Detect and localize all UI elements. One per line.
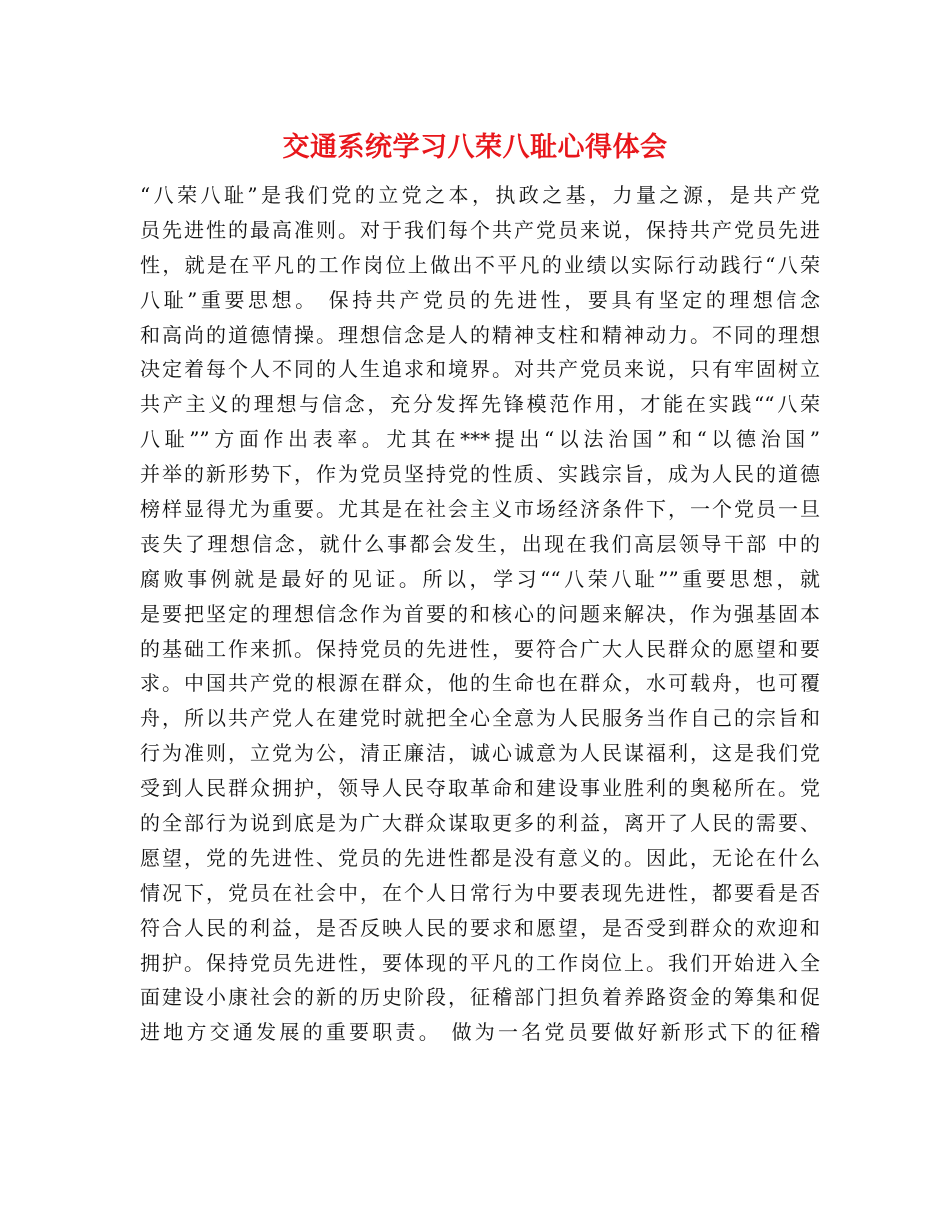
body-line: 性，就是在平凡的工作岗位上做出不平凡的业绩以实际行动践行“八荣 <box>140 252 820 277</box>
body-line: 受到人民群众拥护，领导人民夺取革命和建设事业胜利的奥秘所在。党 <box>140 776 820 801</box>
body-line: 决定着每个人不同的人生追求和境界。对共产党员来说，只有牢固树立 <box>140 357 820 382</box>
body-line: 情况下，党员在社会中，在个人日常行为中要表现先进性，都要看是否 <box>140 880 820 905</box>
body-line: 求。中国共产党的根源在群众，他的生命也在群众，水可载舟，也可覆 <box>140 671 820 696</box>
body-line: 八耻””方面作出表率。尤其在***提出“以法治国”和“以德治国” <box>140 427 820 452</box>
body-line: 符合人民的利益，是否反映人民的要求和愿望，是否受到群众的欢迎和 <box>140 915 820 940</box>
body-line: 共产主义的理想与信念，充分发挥先锋模范作用，才能在实践““八荣 <box>140 392 820 417</box>
body-line: 和高尚的道德情操。理想信念是人的精神支柱和精神动力。不同的理想 <box>140 322 820 347</box>
document-title: 交通系统学习八荣八耻心得体会 <box>282 132 668 163</box>
body-line: 面建设小康社会的新的历史阶段，征稽部门担负着养路资金的筹集和促 <box>140 985 820 1010</box>
body-line: 并举的新形势下，作为党员坚持党的性质、实践宗旨，成为人民的道德 <box>140 462 820 487</box>
body-line: 愿望，党的先进性、党员的先进性都是没有意义的。因此，无论在什么 <box>140 845 820 870</box>
body-line: 八耻”重要思想。 保持共产党员的先进性，要具有坚定的理想信念 <box>140 287 820 312</box>
body-line: 拥护。保持党员先进性，要体现的平凡的工作岗位上。我们开始进入全 <box>140 950 820 975</box>
body-line: 行为准则，立党为公，清正廉洁，诚心诚意为人民谋福利，这是我们党 <box>140 741 820 766</box>
body-line: 员先进性的最高准则。对于我们每个共产党员来说，保持共产党员先进 <box>140 217 820 242</box>
body-line: 腐败事例就是最好的见证。所以，学习““八荣八耻””重要思想，就 <box>140 566 820 591</box>
document-body <box>140 178 820 1050</box>
body-line: 是要把坚定的理想信念作为首要的和核心的问题来解决，作为强基固本 <box>140 601 820 626</box>
body-line: 丧失了理想信念，就什么事都会发生，出现在我们高层领导干部 中的 <box>140 531 820 556</box>
body-line: “八荣八耻”是我们党的立党之本，执政之基，力量之源，是共产党 <box>140 183 820 207</box>
body-line: 的基础工作来抓。保持党员的先进性，要符合广大人民群众的愿望和要 <box>140 636 820 661</box>
body-line: 进地方交通发展的重要职责。 做为一名党员要做好新形式下的征稽 <box>140 1020 820 1045</box>
body-line: 舟，所以共产党人在建党时就把全心全意为人民服务当作自己的宗旨和 <box>140 706 820 731</box>
body-line: 榜样显得尤为重要。尤其是在社会主义市场经济条件下，一个党员一旦 <box>140 497 820 522</box>
body-line: 的全部行为说到底是为广大群众谋取更多的利益，离开了人民的需要、 <box>140 811 820 836</box>
